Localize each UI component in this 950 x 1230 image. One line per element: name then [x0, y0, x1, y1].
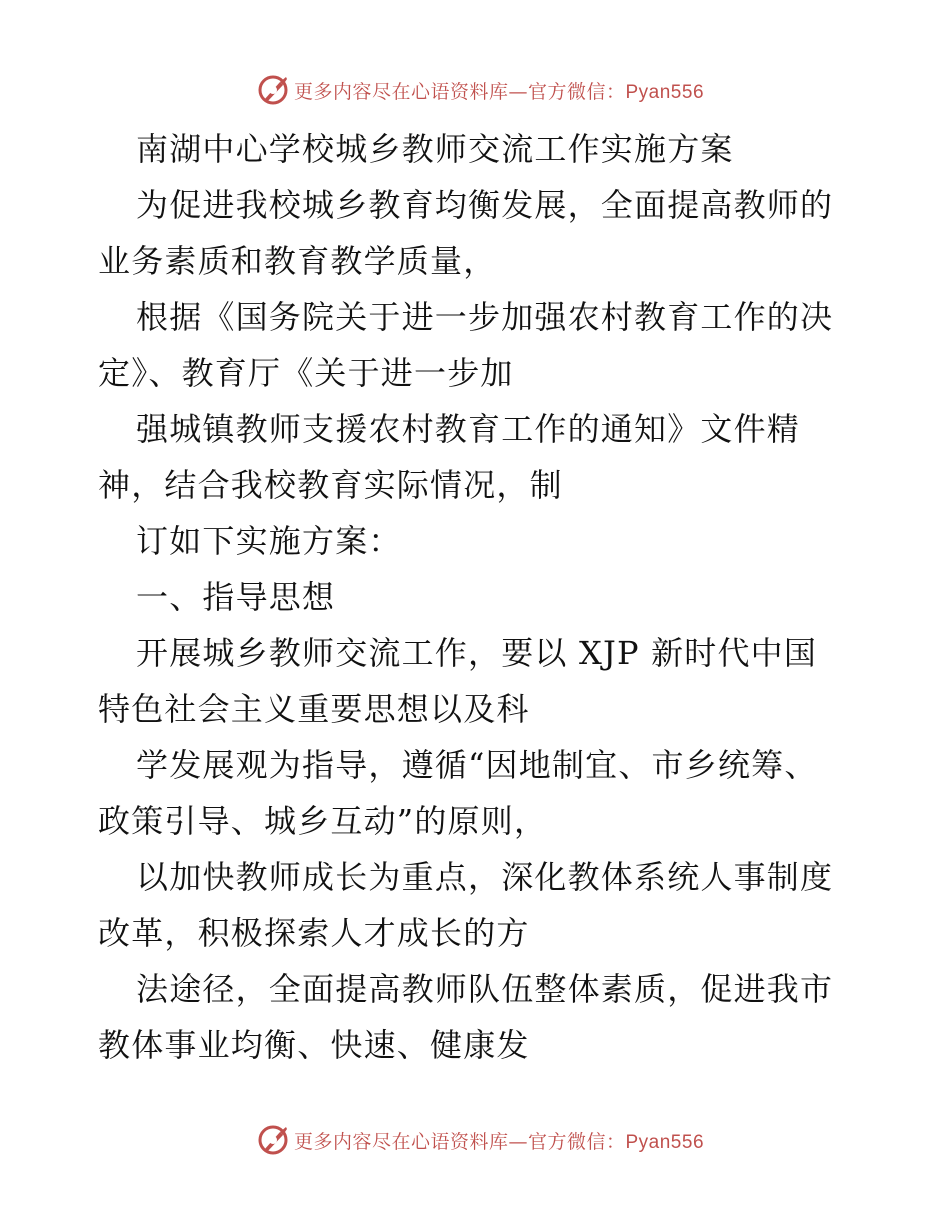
doc-line: 法途径，全面提高教师队伍整体素质，促进我市: [136, 970, 834, 1008]
doc-line: 教体事业均衡、快速、健康发: [98, 1026, 530, 1064]
document-body: [98, 121, 858, 1073]
watermark-official: 官方微信：: [527, 1130, 626, 1153]
watermark-official: 官方微信：: [527, 80, 626, 103]
doc-line: 学发展观为指导，遵循“因地制宜、市乡统筹、: [136, 746, 818, 784]
doc-line: 特色社会主义重要思想以及科: [98, 690, 530, 728]
doc-line: 政策引导、城乡互动”的原则，: [98, 802, 548, 840]
doc-line: 为促进我校城乡教育均衡发展，全面提高教师的: [136, 186, 834, 224]
section-heading: 一、指导思想: [136, 578, 336, 616]
doc-line: 神，结合我校教育实际情况，制: [98, 466, 563, 504]
watermark-prefix: 更多内容尽在心语资料库: [293, 80, 509, 103]
doc-line: 改革，积极探索人才成长的方: [98, 914, 530, 952]
watermark-dash: —: [508, 1130, 528, 1153]
watermark-wechat-id: Pyan556: [625, 81, 705, 103]
watermark-text: [294, 77, 704, 104]
doc-line: 订如下实施方案：: [136, 522, 402, 560]
doc-line: 开展城乡教师交流工作，要以 XJP 新时代中国: [136, 634, 818, 672]
doc-line: 根据《国务院关于进一步加强农村教育工作的决: [136, 298, 834, 336]
quill-logo-icon: [256, 1123, 290, 1157]
watermark-wechat-id: Pyan556: [625, 1131, 705, 1153]
watermark-prefix: 更多内容尽在心语资料库: [293, 1130, 509, 1153]
watermark-group: [256, 1123, 704, 1157]
watermark-dash: —: [508, 80, 528, 103]
watermark-group: [256, 73, 704, 107]
doc-line: 以加快教师成长为重点，深化教体系统人事制度: [136, 858, 834, 896]
header-watermark: [0, 70, 950, 110]
doc-line: 业务素质和教育教学质量，: [98, 242, 497, 280]
doc-line: 强城镇教师支援农村教育工作的通知》文件精: [136, 410, 801, 448]
quill-logo-icon: [256, 73, 290, 107]
doc-title: 南湖中心学校城乡教师交流工作实施方案: [136, 130, 734, 168]
watermark-text: [294, 1127, 704, 1154]
footer-watermark: [0, 1120, 950, 1160]
doc-line: 定》、教育厅《关于进一步加: [98, 354, 514, 392]
